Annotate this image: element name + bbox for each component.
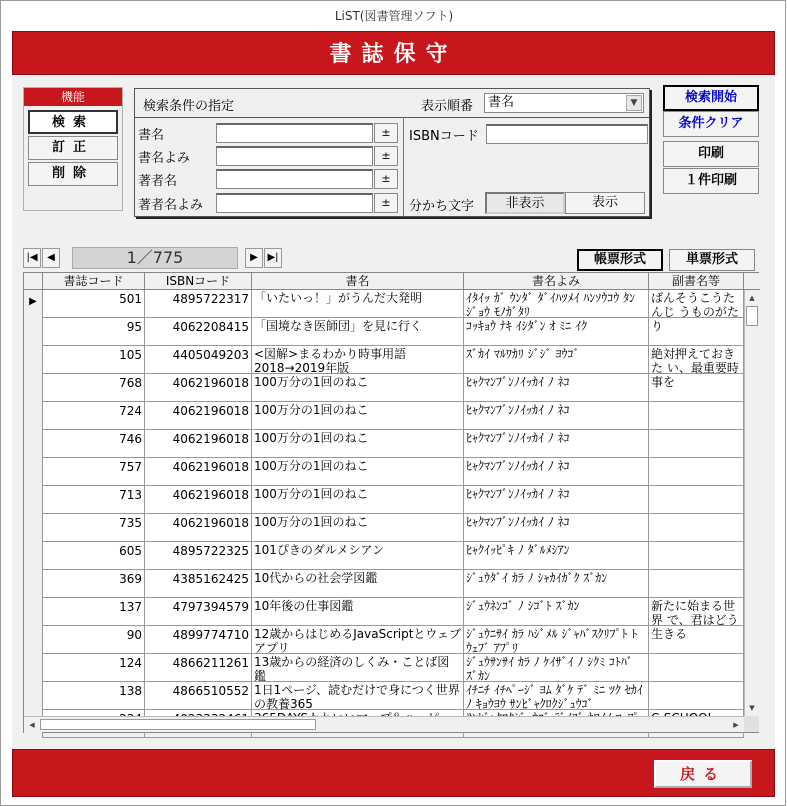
isbn-input[interactable] (486, 124, 648, 144)
cell-code[interactable]: 138 (43, 682, 145, 710)
last-record-icon[interactable]: ▶| (264, 248, 282, 268)
scroll-thumb[interactable] (746, 306, 758, 326)
selector-header (24, 273, 43, 290)
cell-code[interactable]: 90 (43, 626, 145, 654)
row-selector[interactable] (24, 514, 43, 542)
cell-isbn[interactable]: 4405049203 (145, 346, 252, 374)
cell-isbn[interactable]: 4062196018 (145, 374, 252, 402)
back-button[interactable]: 戻る (654, 760, 752, 788)
author-option-button[interactable]: ± (374, 169, 398, 189)
cell-subtitle[interactable] (649, 318, 744, 346)
cell-code[interactable]: 369 (43, 570, 145, 598)
title-input[interactable] (216, 123, 373, 143)
column-header[interactable]: 副書名等 (649, 273, 744, 290)
cell-subtitle[interactable] (649, 654, 744, 682)
scroll-thumb[interactable] (40, 719, 316, 730)
chevron-down-icon[interactable]: ▼ (626, 95, 642, 111)
grid-body (24, 290, 744, 716)
table-row[interactable] (24, 682, 744, 710)
cell-title[interactable]: 1日1ページ、読むだけで身につく世界の教養365 (252, 682, 464, 710)
cell-reading[interactable]: ｼﾞｭｳﾈﾝｺﾞ ﾉ ｼｺﾞﾄ ｽﾞｶﾝ (464, 598, 649, 626)
title-reading-option-button[interactable]: ± (374, 146, 398, 166)
title-option-button[interactable]: ± (374, 123, 398, 143)
cell-subtitle[interactable] (649, 430, 744, 458)
cell-reading[interactable]: ﾋｬｸﾏﾝﾌﾞﾝﾉｲｯｶｲ ﾉ ﾈｺ (464, 430, 649, 458)
cell-title[interactable]: 100万分の1回のねこ (252, 514, 464, 542)
cell-title[interactable]: 「いたいっ！」がうんだ大発明 (252, 290, 464, 318)
search-start-button[interactable]: 検索開始 (663, 85, 759, 111)
cell-reading[interactable]: ﾋｬｸﾏﾝﾌﾞﾝﾉｲｯｶｲ ﾉ ﾈｺ (464, 514, 649, 542)
row-selector[interactable] (24, 346, 43, 374)
table-row[interactable] (24, 514, 744, 542)
cell-subtitle[interactable] (649, 570, 744, 598)
search-conditions-panel (134, 88, 650, 217)
title-reading-input[interactable] (216, 146, 373, 166)
title-reading-label: 書名よみ (138, 151, 191, 166)
author-reading-input[interactable] (216, 193, 373, 213)
cell-isbn[interactable]: 4797394579 (145, 598, 252, 626)
cell-reading[interactable]: ｺｯｷｮｳ ﾅｷ ｲｼﾀﾞﾝ ｵ ﾐﾆ ｲｸ (464, 318, 649, 346)
title-label: 書名 (138, 128, 165, 143)
cell-reading[interactable]: ｽﾞｶｲ ﾏﾙﾜｶﾘ ｼﾞｼﾞ ﾖｳｺﾞ (464, 346, 649, 374)
cell-title[interactable]: 100万分の1回のねこ (252, 430, 464, 458)
vertical-scrollbar[interactable] (744, 290, 759, 716)
scroll-up-icon[interactable]: ▲ (749, 294, 755, 302)
separator-show-button[interactable]: 表示 (565, 192, 645, 214)
list-view-button[interactable]: 帳票形式 (577, 249, 663, 271)
divider (403, 117, 404, 216)
author-reading-label: 著者名よみ (138, 198, 204, 213)
table-row[interactable] (24, 542, 744, 570)
cell-isbn[interactable]: 4895722325 (145, 542, 252, 570)
cell-isbn[interactable]: 4899774710 (145, 626, 252, 654)
cell-title[interactable]: 100万分の1回のねこ (252, 458, 464, 486)
function-panel (23, 87, 123, 211)
cell-code[interactable]: 95 (43, 318, 145, 346)
cell-code[interactable]: 768 (43, 374, 145, 402)
mode-delete-button[interactable]: 削除 (28, 162, 118, 186)
cell-subtitle[interactable] (649, 542, 744, 570)
cell-title[interactable]: 101ぴきのダルメシアン (252, 542, 464, 570)
column-header[interactable]: ISBNコード (145, 273, 252, 290)
row-selector[interactable] (24, 402, 43, 430)
scroll-corner (744, 716, 759, 732)
row-selector[interactable] (24, 430, 43, 458)
cell-isbn[interactable]: 4895722317 (145, 290, 252, 318)
cell-title[interactable]: 100万分の1回のねこ (252, 374, 464, 402)
cell-title[interactable]: 10年後の仕事図鑑 (252, 598, 464, 626)
cell-title[interactable]: 10代からの社会学図鑑 (252, 570, 464, 598)
cell-isbn[interactable]: 4062196018 (145, 458, 252, 486)
cell-subtitle[interactable]: ばんそうこうたんじ うものがたり (649, 290, 744, 318)
cell-reading[interactable]: ｼﾞｭｳﾆｻｲ ｶﾗ ﾊｼﾞﾒﾙ ｼﾞｬﾊﾞｽｸﾘﾌﾟﾄ ﾄ ｳｪﾌﾞ ｱﾌﾟﾘ (464, 626, 649, 654)
header-band (12, 31, 775, 75)
table-row[interactable] (24, 486, 744, 514)
table-row[interactable] (24, 318, 744, 346)
isbn-label: ISBNコード (409, 129, 479, 144)
cell-reading[interactable]: ｼﾞｭｳﾀﾞｲ ｶﾗ ﾉ ｼｬｶｲｶﾞｸ ｽﾞｶﾝ (464, 570, 649, 598)
cell-subtitle[interactable] (649, 486, 744, 514)
footer-band (12, 749, 775, 797)
cell-isbn[interactable]: 4866211261 (145, 654, 252, 682)
horizontal-scrollbar[interactable] (24, 716, 744, 732)
single-view-button[interactable]: 単票形式 (669, 249, 755, 271)
cell-code[interactable]: 501 (43, 290, 145, 318)
cell-code[interactable]: 735 (43, 514, 145, 542)
table-row[interactable] (24, 374, 744, 402)
column-header[interactable]: 書名よみ (464, 273, 649, 290)
cell-reading[interactable]: ﾋｬｸﾏﾝﾌﾞﾝﾉｲｯｶｲ ﾉ ﾈｺ (464, 486, 649, 514)
table-row[interactable] (24, 430, 744, 458)
cell-code[interactable]: 105 (43, 346, 145, 374)
cell-reading[interactable]: ﾋｬｸﾏﾝﾌﾞﾝﾉｲｯｶｲ ﾉ ﾈｺ (464, 458, 649, 486)
sort-order-label: 表示順番 (421, 99, 474, 114)
print-button[interactable]: 印刷 (663, 141, 759, 167)
cell-code[interactable]: 724 (43, 402, 145, 430)
cell-code[interactable]: 713 (43, 486, 145, 514)
cell-isbn[interactable]: 4062196018 (145, 514, 252, 542)
separator-label: 分かち文字 (409, 199, 475, 214)
cell-reading[interactable]: ｲﾁﾆﾁ ｲﾁﾍﾟｰｼﾞ ﾖﾑ ﾀﾞｹ ﾃﾞ ﾐﾆ ﾂｸ ｾｶｲ ﾉ ｷｮｳﾖｳ ｻﾝﾋﾞｬｸﾛｸｼﾞｭｳｺﾞ (464, 682, 649, 710)
cell-isbn[interactable]: 4062196018 (145, 430, 252, 458)
cell-subtitle[interactable] (649, 402, 744, 430)
row-selector[interactable] (24, 374, 43, 402)
function-heading: 機能 (24, 88, 122, 106)
cell-title[interactable]: 「国境なき医師団」を見に行く (252, 318, 464, 346)
clear-conditions-button[interactable]: 条件クリア (663, 111, 759, 137)
cell-code[interactable]: 757 (43, 458, 145, 486)
records-grid (23, 272, 759, 733)
current-row-icon[interactable]: ▶ (24, 290, 43, 318)
cell-subtitle[interactable]: 新たに始まる世界 で、君はどう生きる (649, 598, 744, 626)
first-record-icon[interactable]: |◀ (23, 248, 41, 268)
cell-reading[interactable]: ｲﾀｲｯ ｶﾞ ｳﾝﾀﾞ ﾀﾞｲﾊﾂﾒｲ ﾊﾝｿｳｺｳ ﾀﾝｼﾞｮｳ ﾓﾉｶﾞﾀﾘ (464, 290, 649, 318)
cell-title[interactable]: <図解>まるわかり時事用語 2018→2019年版 (252, 346, 464, 374)
table-row[interactable] (24, 402, 744, 430)
sort-order-value: 書名 (488, 95, 515, 110)
cell-subtitle[interactable] (649, 682, 744, 710)
cell-title[interactable]: 12歳からはじめるJavaScriptとウェブアプリ (252, 626, 464, 654)
table-row[interactable] (24, 458, 744, 486)
divider (135, 117, 649, 118)
page-title: 書誌保守 (329, 41, 458, 67)
table-row[interactable] (24, 626, 744, 654)
cell-reading[interactable]: ｼﾞｭｳｻﾝｻｲ ｶﾗ ﾉ ｹｲｻﾞｲ ﾉ ｼｸﾐ ｺﾄﾊﾞ ｽﾞｶﾝ (464, 654, 649, 682)
scroll-left-icon[interactable]: ◀ (29, 721, 35, 729)
table-row[interactable] (24, 570, 744, 598)
cell-isbn[interactable]: 4866510552 (145, 682, 252, 710)
sort-order-select[interactable] (484, 93, 644, 113)
author-reading-option-button[interactable]: ± (374, 193, 398, 213)
cell-code[interactable]: 746 (43, 430, 145, 458)
cell-reading[interactable]: ﾋｬｸﾏﾝﾌﾞﾝﾉｲｯｶｲ ﾉ ﾈｺ (464, 402, 649, 430)
record-counter: 1／775 (72, 247, 238, 269)
scroll-right-icon[interactable]: ▶ (733, 721, 739, 729)
author-label: 著者名 (138, 174, 178, 189)
cell-reading[interactable]: ﾋｬｸｲｯﾋﾟｷ ﾉ ﾀﾞﾙﾒｼｱﾝ (464, 542, 649, 570)
row-selector[interactable] (24, 458, 43, 486)
cell-subtitle[interactable] (649, 374, 744, 402)
window-title: LiST(図書管理ソフト) (334, 9, 454, 23)
cell-subtitle[interactable] (649, 514, 744, 542)
grid-header (24, 273, 760, 290)
row-selector[interactable] (24, 682, 43, 710)
cell-reading[interactable]: ﾋｬｸﾏﾝﾌﾞﾝﾉｲｯｶｲ ﾉ ﾈｺ (464, 374, 649, 402)
cell-code[interactable]: 124 (43, 654, 145, 682)
separator-hide-button[interactable]: 非表示 (485, 192, 565, 214)
cell-code[interactable]: 137 (43, 598, 145, 626)
cell-code[interactable]: 605 (43, 542, 145, 570)
scroll-down-icon[interactable]: ▼ (749, 704, 755, 712)
cell-subtitle[interactable] (649, 458, 744, 486)
cell-title[interactable]: 100万分の1回のねこ (252, 402, 464, 430)
row-selector[interactable] (24, 542, 43, 570)
cell-subtitle[interactable]: 絶対押えておきた い、最重要時事を (649, 346, 744, 374)
mode-edit-button[interactable]: 訂正 (28, 136, 118, 160)
cell-subtitle[interactable] (649, 626, 744, 654)
table-row[interactable] (24, 654, 744, 682)
row-selector[interactable] (24, 654, 43, 682)
cell-title[interactable]: 100万分の1回のねこ (252, 486, 464, 514)
conditions-heading: 検索条件の指定 (143, 99, 235, 114)
cell-isbn[interactable]: 4062196018 (145, 486, 252, 514)
cell-isbn[interactable]: 4062196018 (145, 402, 252, 430)
cell-isbn[interactable]: 4385162425 (145, 570, 252, 598)
row-selector[interactable] (24, 318, 43, 346)
row-selector[interactable] (24, 598, 43, 626)
print-one-button[interactable]: １件印刷 (663, 168, 759, 194)
cell-title[interactable]: 13歳からの経済のしくみ・ことば図鑑 (252, 654, 464, 682)
mode-search-button[interactable]: 検索 (28, 110, 118, 134)
previous-record-icon[interactable]: ◀ (42, 248, 60, 268)
column-header[interactable]: 書誌コード (43, 273, 145, 290)
column-header[interactable]: 書名 (252, 273, 464, 290)
row-selector[interactable] (24, 626, 43, 654)
cell-isbn[interactable]: 4062208415 (145, 318, 252, 346)
next-record-icon[interactable]: ▶ (245, 248, 263, 268)
row-selector[interactable] (24, 486, 43, 514)
row-selector[interactable] (24, 570, 43, 598)
author-input[interactable] (216, 169, 373, 189)
